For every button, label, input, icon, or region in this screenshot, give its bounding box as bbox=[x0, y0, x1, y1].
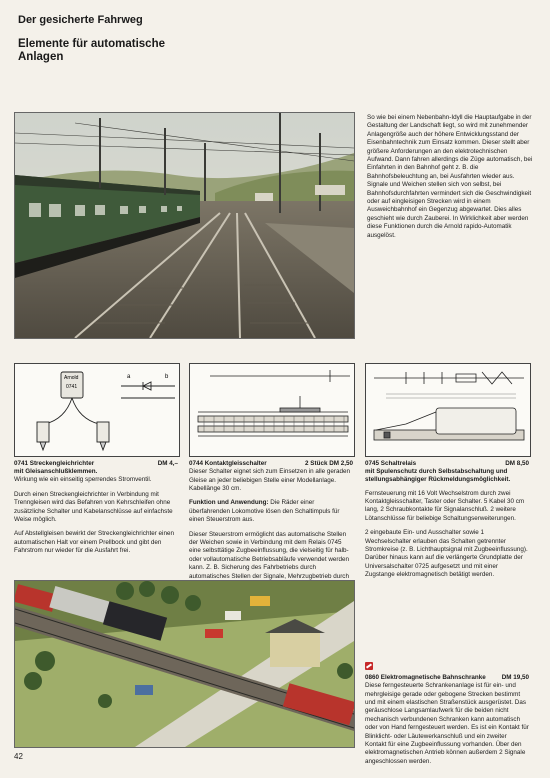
product-0745-name: 0745 Schaltrelais bbox=[365, 460, 417, 467]
device-label-brand: Arnold bbox=[64, 375, 79, 381]
product-0745 bbox=[365, 460, 529, 586]
level-crossing-photo bbox=[14, 580, 355, 748]
product-0860-price: DM 19,50 bbox=[501, 674, 529, 681]
product-0744-name: 0744 Kontaktgleisschalter bbox=[189, 460, 267, 467]
product-0744-function-head: Funktion und Anwendung: bbox=[189, 499, 269, 507]
product-0745-paragraph-1: Fernsteuerung mit 16 Volt Wechselstrom durch zwei Kontaktgleisschalter, Taster oder Schalter. 5 Kabel 30 cm lang, 2 Schraubkontakte für Signalanschluß. 2 weitere Lötanschlüsse für beliebige Schaltungserweiterungen. bbox=[365, 489, 525, 522]
diagram-kontaktgleisschalter bbox=[189, 363, 355, 457]
product-0860-heading bbox=[365, 674, 529, 682]
product-0741-price: DM 4,– bbox=[157, 460, 178, 467]
product-0744-paragraph-1: Dieser Schalter eignet sich zum Einsetzen in alle geraden Gleise an jeder beliebigen Stelle einer Modellanlage. Kabellänge 30 cm. bbox=[189, 468, 351, 493]
product-0744-function-text: Die Räder einer überfahrenden Lokomotive lösen den Schaltimpuls für einen Steuerstrom aus. bbox=[189, 499, 340, 524]
product-0860-name: 0860 Elektromagnetische Bahnschranke bbox=[365, 674, 486, 681]
product-0745-heading bbox=[365, 460, 529, 468]
product-0741 bbox=[14, 460, 178, 562]
product-0741-paragraph-1: Durch einen Streckengleichrichter in Verbindung mit Trenngleisen wird das Befahren von Kehrschleifen ohne zusätzliche Schalter und Kabelanschlüsse auf einfachste Weise möglich. bbox=[14, 490, 173, 524]
product-0741-paragraph-2: Auf Abstellgleisen bewirkt der Streckengleichrichter einen automatischen Halt vor einem Prellbock und gibt den Fahrstrom nur wieder für die Ausfahrt frei. bbox=[14, 530, 174, 555]
page-title-line-1: Elemente für automatische bbox=[18, 38, 165, 50]
product-0744-paragraph-2 bbox=[189, 499, 353, 524]
product-0744-price: 2 Stück DM 2,50 bbox=[305, 460, 353, 467]
page-number: 42 bbox=[14, 752, 23, 761]
page-title bbox=[18, 38, 318, 64]
diagram-schaltrelais bbox=[365, 363, 531, 457]
arrow-label-b: b bbox=[165, 374, 169, 380]
product-0741-name: 0741 Streckengleichrichter bbox=[14, 460, 95, 467]
product-0745-price: DM 8,50 bbox=[505, 460, 529, 467]
product-0860 bbox=[365, 662, 529, 772]
product-0741-heading bbox=[14, 460, 178, 468]
product-0744-heading bbox=[189, 460, 353, 468]
product-0741-subtitle: mit Gleisanschlußklemmen. bbox=[14, 468, 98, 476]
section-title: Der gesicherte Fahrweg bbox=[18, 14, 143, 26]
railway-symbol-icon bbox=[365, 662, 373, 670]
arrow-label-a: a bbox=[127, 374, 131, 380]
product-0744-paragraph-3: Dieser Steuerstrom ermöglicht das automatische Stellen der Weichen sowie in Verbindung mit dem Relais 0745 eine selbsttätige Zugbeeinflussung, die vielseitig für halb- oder vollautomatische Betriebsabläufe verwendet werden kann. Z. B. Sicherung des Fahrbetriebs durch automatisches Stellen der Signale, Mehrzugbetrieb durch bbox=[189, 530, 349, 580]
intro-text bbox=[367, 114, 535, 246]
product-0745-subtitle: mit Spulenschutz durch Selbstabschaltung und stellungsabhängiger Rückmeldungsmöglichkeit. bbox=[365, 468, 511, 484]
product-0860-paragraph-1: Diese ferngesteuerte Schrankenanlage ist für ein- und mehrgleisige gerade oder gebogene Strecken bestimmt und mit einem elastischen Straßenstück ausgerüstet. Das geräuschlose Langsamlaufwerk für die beiden nicht mechanisch verbundenen Schranken kann automatisch oder von Hand ferngesteuert werden. Es ist ein Kontakt für Blinklicht- oder Läutewerkanschluß und ein zweiter Kontakt für eine Zugbeeinflussung vorhanden. Über den elektromagnetischen Antrieb können außerdem 2 Signale angeschlossen werden. bbox=[365, 682, 529, 765]
product-0741-effect: Wirkung wie ein einseitig sperrendes Stromventil. bbox=[14, 476, 152, 484]
page-title-line-2: Anlagen bbox=[18, 51, 64, 63]
page-header bbox=[18, 14, 318, 64]
device-label-number: 0741 bbox=[66, 384, 78, 390]
diagram-streckengleichrichter bbox=[14, 363, 180, 457]
product-0745-paragraph-2: 2 eingebaute Ein- und Ausschalter sowie 1 Wechselschalter erlauben das Schalten getrennter Stromkreise (z. B. Lichthauptsignal mit Zugbeeinflussung). Darüber hinaus kann auf die verlängerte Grundplatte der Universalschalter 0725 aufgesetzt und mit einer Zugstange elektromagnetisch betätigt werden. bbox=[365, 529, 528, 579]
railway-station-photo bbox=[14, 112, 355, 339]
intro-paragraph: So wie bei einem Nebenbahn-Idyll die Hauptaufgabe in der Gestaltung der Landschaft liegt, so wird mit zunehmender Anlagengröße auch der höhere Entwicklungsstand der Eisenbahntechnik zum Einsatz kommen. Dieser stellt aber größere Anforderungen an den elektrotechnischen Aufwand. Dann fahren allerdings die Züge automatisch, bei Einfahrten in den Bahnhof geht z. B. die Bahnhofsbeleuchtung an, bei Ausfahrten wieder aus. Signale und Weichen stellen sich von selbst, bei Bahnhofsdurchfahrten vermindert sich die Geschwindigkeit oder auf eingleisigen Strecken wird in einem Ausweichbahnhof ein Gegenzug abgewartet. Dies alles geschieht wie durch Zauberei. In Wirklichkeit aber werden diese Funktionen durch die Arnold rapido-Automatik ausgelöst. bbox=[367, 114, 533, 239]
